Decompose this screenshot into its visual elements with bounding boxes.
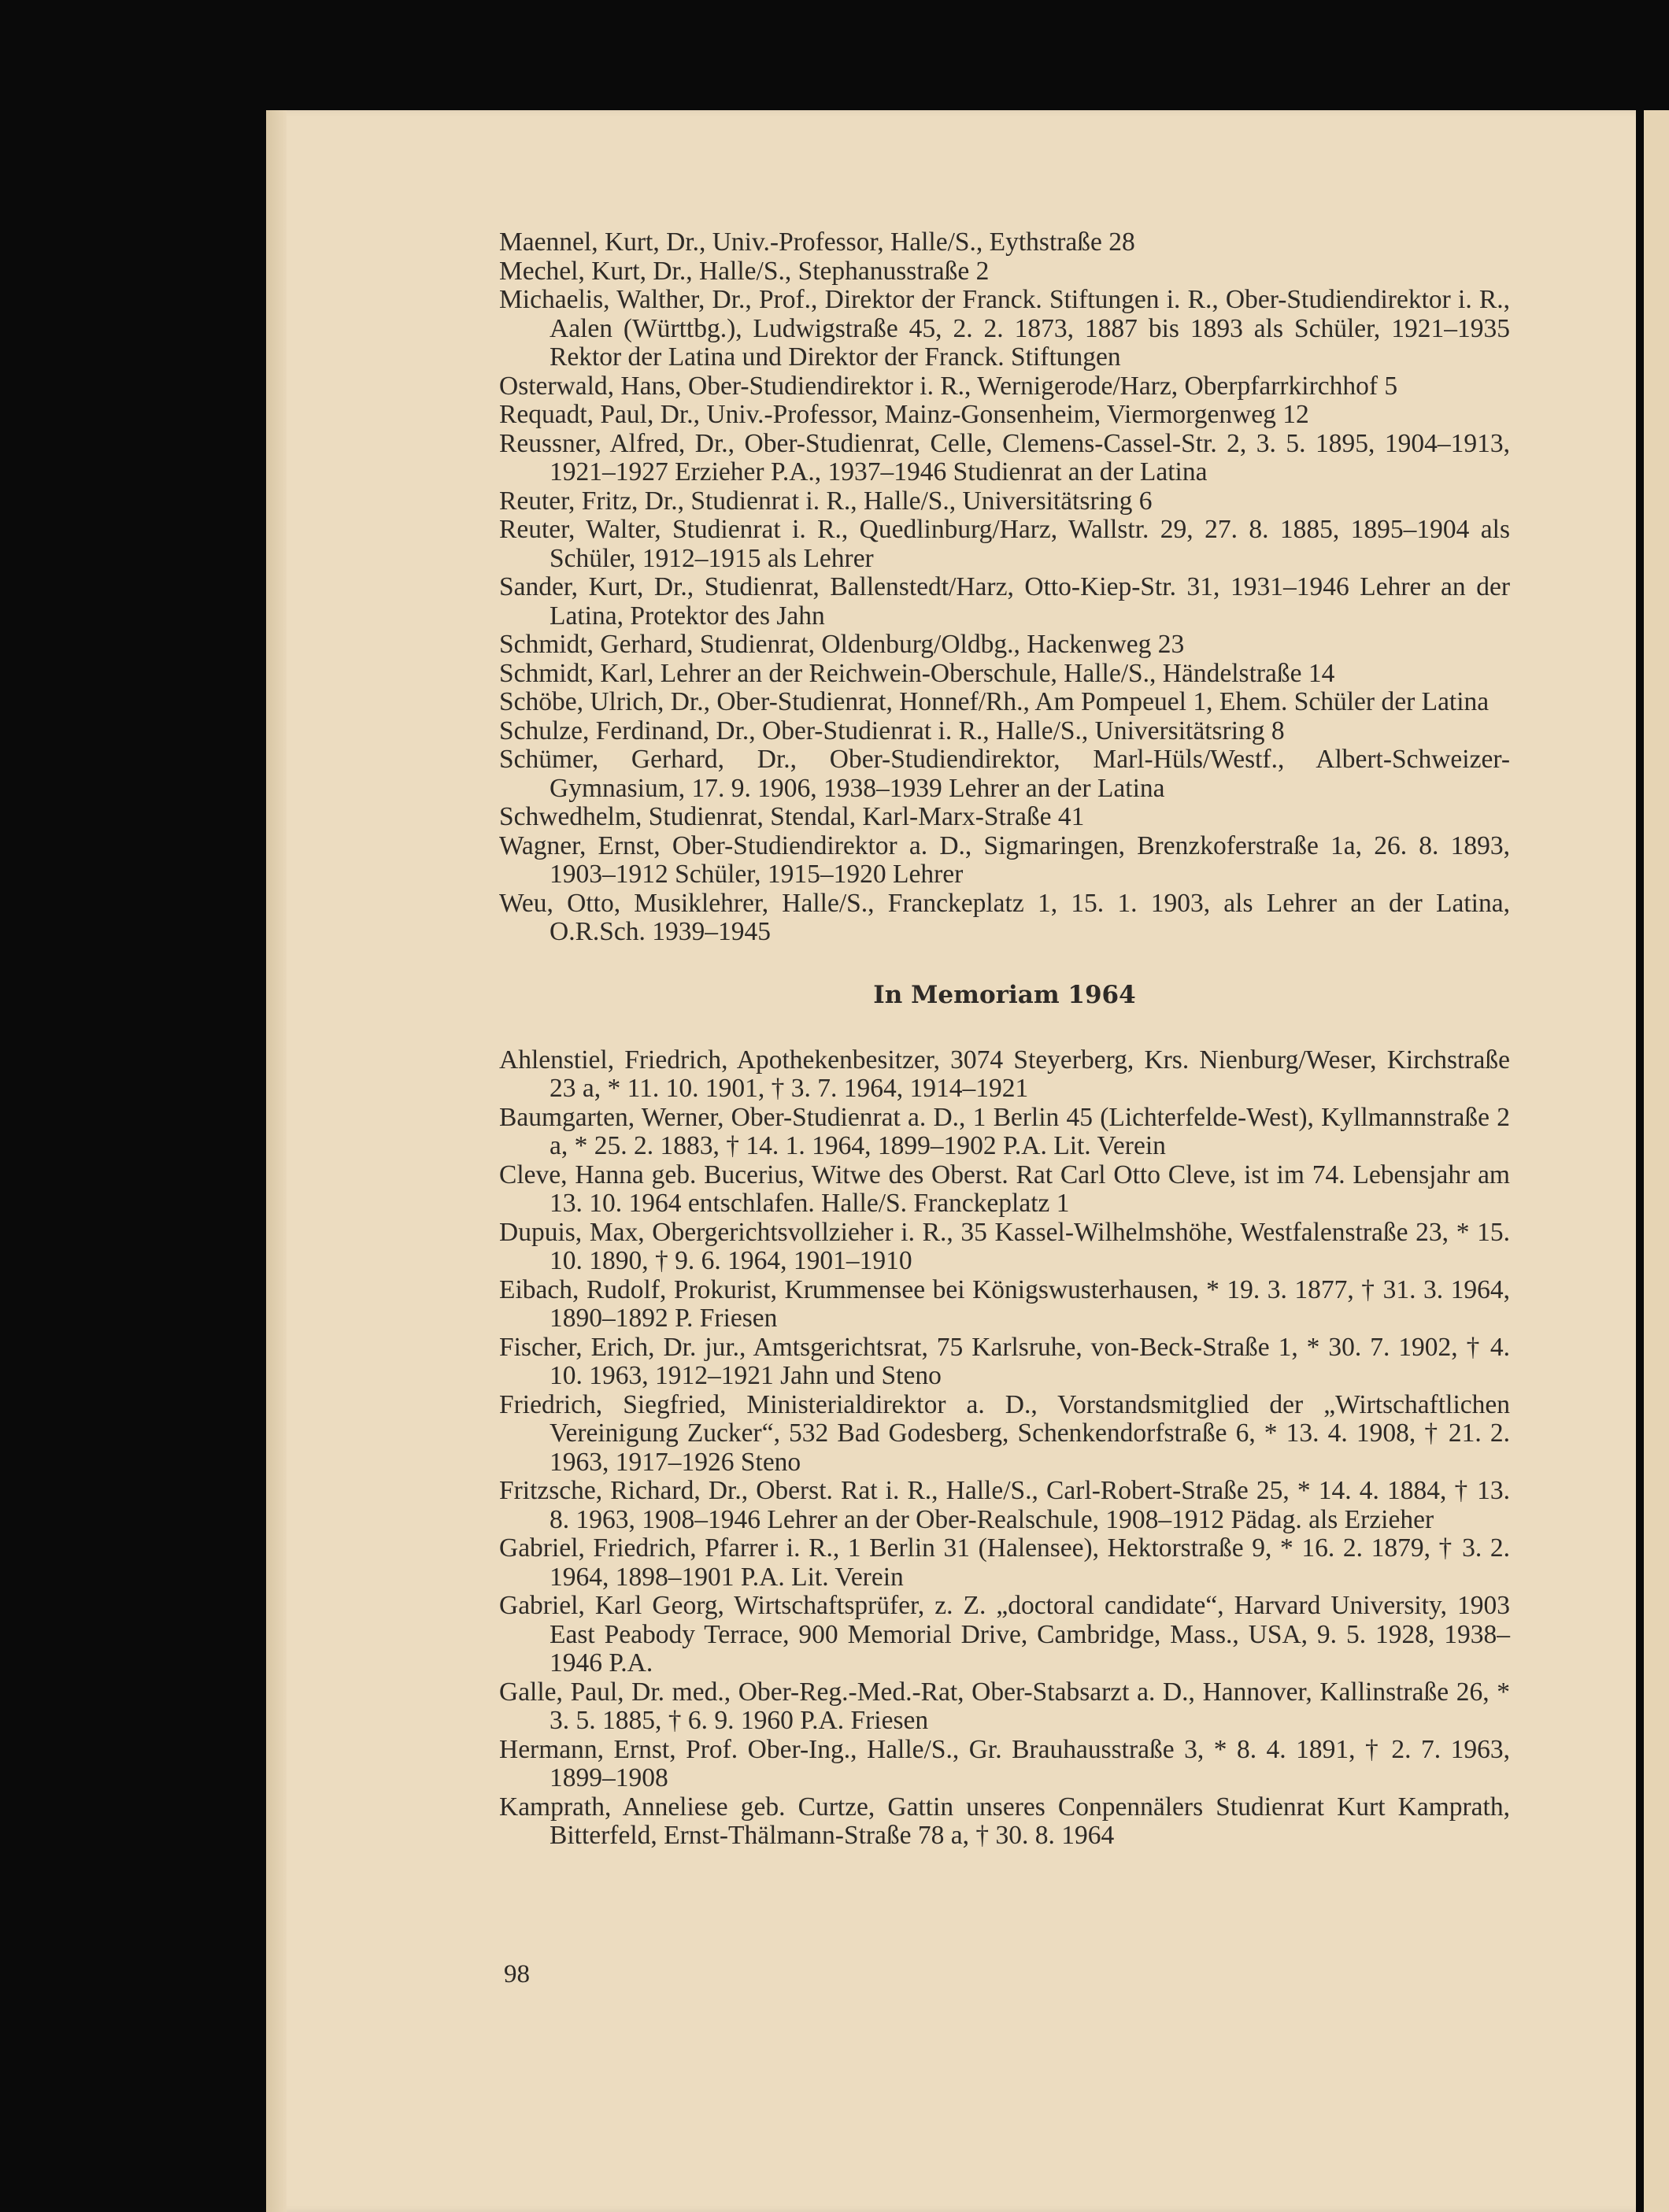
page-text xyxy=(499,228,1510,1851)
list-item: Schulze, Ferdinand, Dr., Ober-Studienrat i. R., Halle/S., Universitätsring 8 xyxy=(499,716,1285,745)
list-item: Cleve, Hanna geb. Bucerius, Witwe des Oberst. Rat Carl Otto Cleve, ist im 74. Lebensjahr am 13. 10. 1964 entschlafen. Halle/S. Franckeplatz 1 xyxy=(499,1160,1510,1218)
list-item: Michaelis, Walther, Dr., Prof., Direktor der Franck. Stiftungen i. R., Ober-Studiendirektor i. R., Aalen (Württbg.), Ludwigstraße 45, 2. 2. 1873, 1887 bis 1893 als Schüler, 1921–1935 Rektor der Latina und Direktor der Franck. Stiftungen xyxy=(499,285,1510,372)
list-item: Kamprath, Anneliese geb. Curtze, Gattin unseres Conpennälers Studienrat Kurt Kamprath, Bitterfeld, Ernst-Thälmann-Straße 78 a, † 30. 8. 1964 xyxy=(499,1792,1510,1850)
list-item: Fischer, Erich, Dr. jur., Amtsgerichtsrat, 75 Karlsruhe, von-Beck-Straße 1, * 30. 7. 1902, † 4. 10. 1963, 1912–1921 Jahn und Steno xyxy=(499,1332,1510,1390)
list-item: Schmidt, Gerhard, Studienrat, Oldenburg/Oldbg., Hackenweg 23 xyxy=(499,630,1185,659)
address-list xyxy=(499,228,1510,947)
list-item: Weu, Otto, Musiklehrer, Halle/S., Franckeplatz 1, 15. 1. 1903, als Lehrer an der Latina, O.R.Sch. 1939–1945 xyxy=(499,888,1510,946)
list-item: Schmidt, Karl, Lehrer an der Reichwein-Oberschule, Halle/S., Händelstraße 14 xyxy=(499,658,1335,688)
list-item: Reuter, Fritz, Dr., Studienrat i. R., Halle/S., Universitätsring 6 xyxy=(499,486,1153,516)
list-item: Schwedhelm, Studienrat, Stendal, Karl-Marx-Straße 41 xyxy=(499,802,1085,831)
facing-page-edge xyxy=(1644,110,1669,2212)
list-item: Fritzsche, Richard, Dr., Oberst. Rat i. R., Halle/S., Carl-Robert-Straße 25, * 14. 4. 1884, † 13. 8. 1963, 1908–1946 Lehrer an der Ober-Realschule, 1908–1912 Pädag. als Erzieher xyxy=(499,1476,1510,1534)
memoriam-list xyxy=(499,1046,1510,1851)
list-item: Eibach, Rudolf, Prokurist, Krummensee bei Königswusterhausen, * 19. 3. 1877, † 31. 3. 1964, 1890–1892 P. Friesen xyxy=(499,1274,1510,1333)
list-item: Reuter, Walter, Studienrat i. R., Quedlinburg/Harz, Wallstr. 29, 27. 8. 1885, 1895–1904 als Schüler, 1912–1915 als Lehrer xyxy=(499,515,1510,573)
list-item: Baumgarten, Werner, Ober-Studienrat a. D., 1 Berlin 45 (Lichterfelde-West), Kyllmannstraße 2 a, * 25. 2. 1883, † 14. 1. 1964, 1899–1902 P.A. Lit. Verein xyxy=(499,1102,1510,1160)
list-item: Reussner, Alfred, Dr., Ober-Studienrat, Celle, Clemens-Cassel-Str. 2, 3. 5. 1895, 1904–1913, 1921–1927 Erzieher P.A., 1937–1946 Studienrat an der Latina xyxy=(499,428,1510,486)
list-item: Schümer, Gerhard, Dr., Ober-Studiendirektor, Marl-Hüls/Westf., Albert-Schweizer-Gymnasium, 17. 9. 1906, 1938–1939 Lehrer an der Latina xyxy=(499,745,1510,803)
list-item: Wagner, Ernst, Ober-Studiendirektor a. D., Sigmaringen, Brenzkoferstraße 1a, 26. 8. 1893, 1903–1912 Schüler, 1915–1920 Lehrer xyxy=(499,830,1510,889)
memoriam-heading: In Memoriam 1964 xyxy=(873,980,1136,1009)
list-item: Osterwald, Hans, Ober-Studiendirektor i. R., Wernigerode/Harz, Oberpfarrkirchhof 5 xyxy=(499,371,1398,401)
list-item: Maennel, Kurt, Dr., Univ.-Professor, Halle/S., Eythstraße 28 xyxy=(499,227,1135,257)
list-item: Requadt, Paul, Dr., Univ.-Professor, Mainz-Gonsenheim, Viermorgenweg 12 xyxy=(499,400,1309,429)
list-item: Friedrich, Siegfried, Ministerialdirektor a. D., Vorstandsmitglied der „Wirtschaftlichen Vereinigung Zucker“, 532 Bad Godesberg, Schenkendorfstraße 6, * 13. 4. 1908, † 21. 2. 1963, 1917–1926 Steno xyxy=(499,1389,1510,1477)
page-number: 98 xyxy=(504,1960,530,1988)
list-item: Ahlenstiel, Friedrich, Apothekenbesitzer, 3074 Steyerberg, Krs. Nienburg/Weser, Kirchstraße 23 a, * 11. 10. 1901, † 3. 7. 1964, 1914–1921 xyxy=(499,1045,1510,1103)
list-item: Mechel, Kurt, Dr., Halle/S., Stephanusstraße 2 xyxy=(499,256,990,286)
list-item: Gabriel, Friedrich, Pfarrer i. R., 1 Berlin 31 (Halensee), Hektorstraße 9, * 16. 2. 1879, † 3. 2. 1964, 1898–1901 P.A. Lit. Verein xyxy=(499,1533,1510,1592)
list-item: Galle, Paul, Dr. med., Ober-Reg.-Med.-Rat, Ober-Stabsarzt a. D., Hannover, Kallinstraße 26, * 3. 5. 1885, † 6. 9. 1960 P.A. Friesen xyxy=(499,1677,1510,1735)
list-item: Gabriel, Karl Georg, Wirtschaftsprüfer, z. Z. „doctoral candidate“, Harvard University, 1903 East Peabody Terrace, 900 Memorial Drive, Cambridge, Mass., USA, 9. 5. 1928, 1938–1946 P.A. xyxy=(499,1591,1510,1677)
page-gutter-edge xyxy=(266,110,287,2212)
list-item: Dupuis, Max, Obergerichtsvollzieher i. R., 35 Kassel-Wilhelmshöhe, Westfalenstraße 23, * 15. 10. 1890, † 9. 6. 1964, 1901–1910 xyxy=(499,1217,1510,1275)
list-item: Hermann, Ernst, Prof. Ober-Ing., Halle/S., Gr. Brauhausstraße 3, * 8. 4. 1891, † 2. 7. 1963, 1899–1908 xyxy=(499,1734,1510,1792)
list-item: Schöbe, Ulrich, Dr., Ober-Studienrat, Honnef/Rh., Am Pompeuel 1, Ehem. Schüler der Latina xyxy=(499,687,1490,716)
list-item: Sander, Kurt, Dr., Studienrat, Ballenstedt/Harz, Otto-Kiep-Str. 31, 1931–1946 Lehrer an der Latina, Protektor des Jahn xyxy=(499,572,1510,631)
